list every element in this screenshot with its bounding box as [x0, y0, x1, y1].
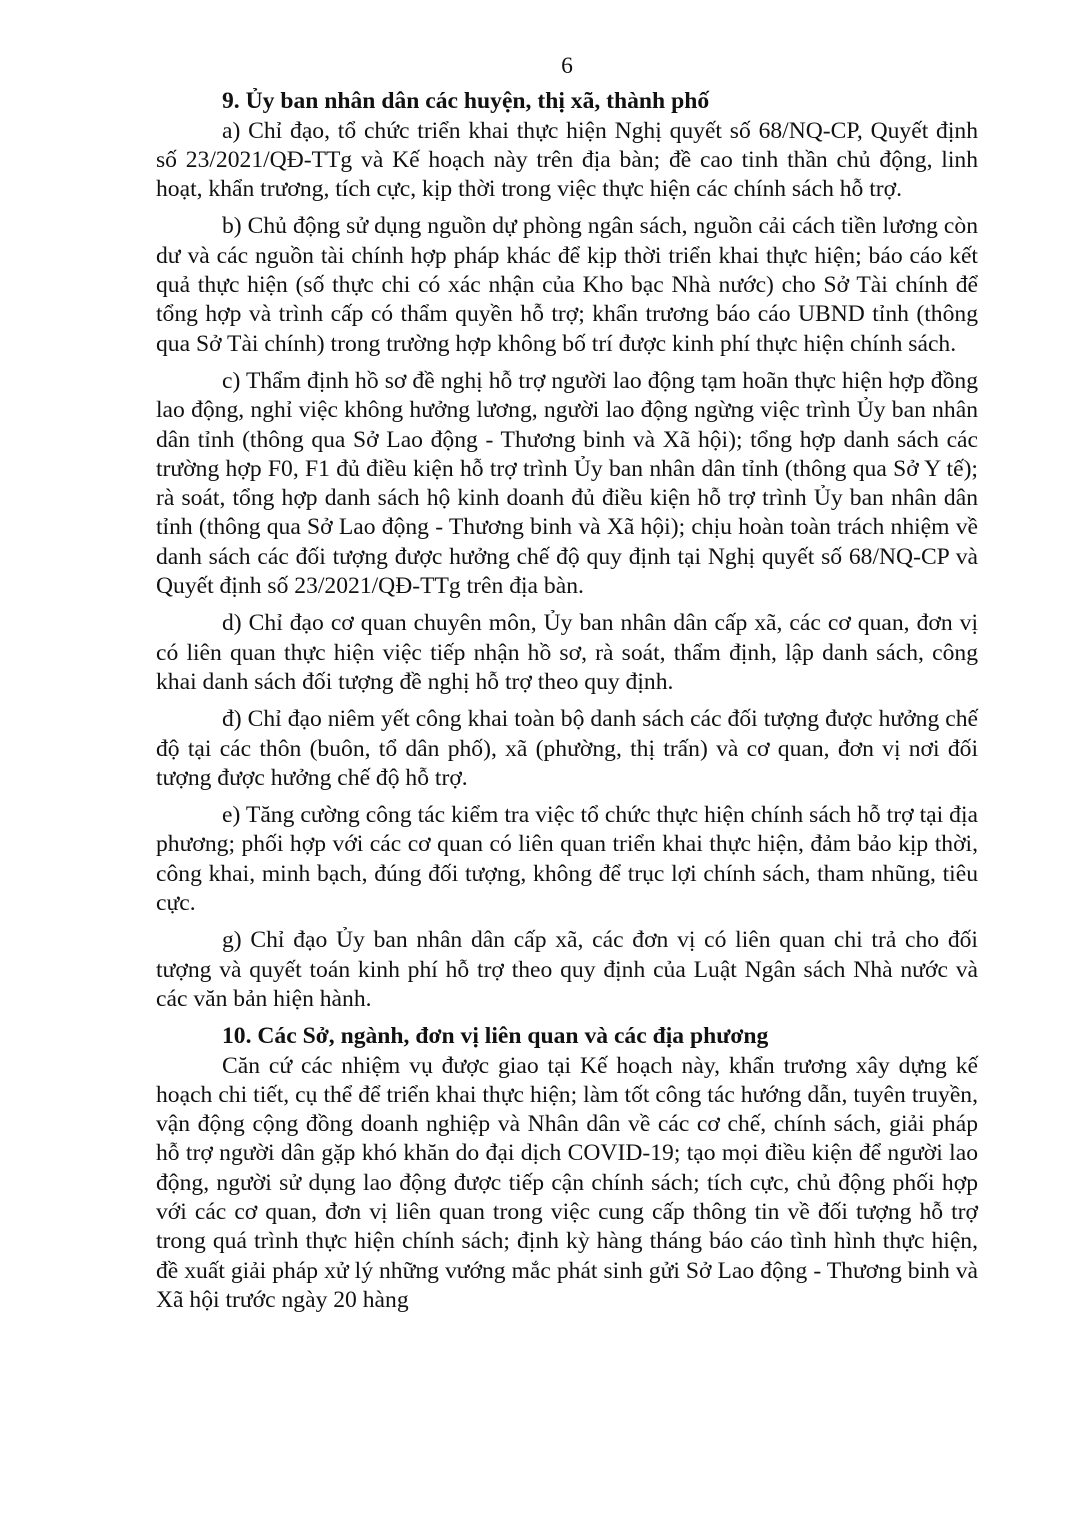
- section-9-item-b: b) Chủ động sử dụng nguồn dự phòng ngân sách, nguồn cải cách tiền lương còn dư và các nguồn tài chính hợp pháp khác để kịp thời triển khai thực hiện; báo cáo kết quả thực hiện (số thực chi có xác nhận của Kho bạc Nhà nước) cho Sở Tài chính để tổng hợp và trình cấp có thẩm quyền hỗ trợ; khẩn trương báo cáo UBND tỉnh (thông qua Sở Tài chính) trong trường hợp không bố trí được kinh phí thực hiện chính sách.: [156, 213, 978, 357]
- section-9-heading: 9. Ủy ban nhân dân các huyện, thị xã, thành phố: [222, 88, 710, 115]
- section-9-item-a: a) Chỉ đạo, tổ chức triển khai thực hiện Nghị quyết số 68/NQ-CP, Quyết định số 23/2021/QĐ-TTg và Kế hoạch này trên địa bàn; đề cao tinh thần chủ động, linh hoạt, khẩn trương, tích cực, kịp thời trong việc thực hiện các chính sách hỗ trợ.: [156, 117, 978, 203]
- section-9: [156, 87, 978, 1014]
- section-9-item-e: e) Tăng cường công tác kiểm tra việc tổ chức thực hiện chính sách hỗ trợ tại địa phương; phối hợp với các cơ quan có liên quan triển khai thực hiện, đảm bảo kịp thời, công khai, minh bạch, đúng đối tượng, không để trục lợi chính sách, tham nhũng, tiêu cực.: [156, 802, 978, 917]
- section-10-body: Căn cứ các nhiệm vụ được giao tại Kế hoạch này, khẩn trương xây dựng kế hoạch chi tiết, cụ thể để triển khai thực hiện; làm tốt công tác hướng dẫn, tuyên truyền, vận động cộng đồng doanh nghiệp và Nhân dân về các cơ chế, chính sách, giải pháp hỗ trợ người dân gặp khó khăn do đại dịch COVID-19; tạo mọi điều kiện để người lao động, người sử dụng lao động được tiếp cận chính sách; tích cực, chủ động phối hợp với các cơ quan, đơn vị liên quan trong việc cung cấp thông tin về đối tượng hỗ trợ trong quá trình thực hiện chính sách; định kỳ hàng tháng báo cáo tình hình thực hiện, đề xuất giải pháp xử lý những vướng mắc phát sinh gửi Sở Lao động - Thương binh và Xã hội trước ngày 20 hàng: [156, 1052, 978, 1313]
- section-9-item-c: c) Thẩm định hồ sơ đề nghị hỗ trợ người lao động tạm hoãn thực hiện hợp đồng lao động, nghỉ việc không hưởng lương, người lao động ngừng việc trình Ủy ban nhân dân tỉnh (thông qua Sở Lao động - Thương binh và Xã hội); tổng hợp danh sách các trường hợp F0, F1 đủ điều kiện hỗ trợ trình Ủy ban nhân dân tỉnh (thông qua Sở Y tế); rà soát, tổng hợp danh sách hộ kinh doanh đủ điều kiện hỗ trợ trình Ủy ban nhân dân tỉnh (thông qua Sở Lao động - Thương binh và Xã hội); chịu hoàn toàn trách nhiệm về danh sách các đối tượng được hưởng chế độ quy định tại Nghị quyết số 68/NQ-CP và Quyết định số 23/2021/QĐ-TTg trên địa bàn.: [156, 367, 978, 600]
- page-number: 6: [561, 53, 573, 79]
- section-10: [156, 1022, 978, 1315]
- section-9-item-d: d) Chỉ đạo cơ quan chuyên môn, Ủy ban nhân dân cấp xã, các cơ quan, đơn vị có liên quan thực hiện việc tiếp nhận hồ sơ, rà soát, thẩm định, lập danh sách, công khai danh sách đối tượng đề nghị hỗ trợ theo quy định.: [156, 610, 978, 695]
- section-9-item-dd: đ) Chỉ đạo niêm yết công khai toàn bộ danh sách các đối tượng được hưởng chế độ tại các thôn (buôn, tổ dân phố), xã (phường, thị trấn) và cơ quan, đơn vị nơi đối tượng được hưởng chế độ hỗ trợ.: [156, 706, 978, 791]
- section-9-item-g: g) Chỉ đạo Ủy ban nhân dân cấp xã, các đơn vị có liên quan chi trả cho đối tượng và quyết toán kinh phí hỗ trợ theo quy định của Luật Ngân sách Nhà nước và các văn bản hiện hành.: [156, 927, 978, 1012]
- section-10-heading: 10. Các Sở, ngành, đơn vị liên quan và các địa phương: [222, 1023, 769, 1050]
